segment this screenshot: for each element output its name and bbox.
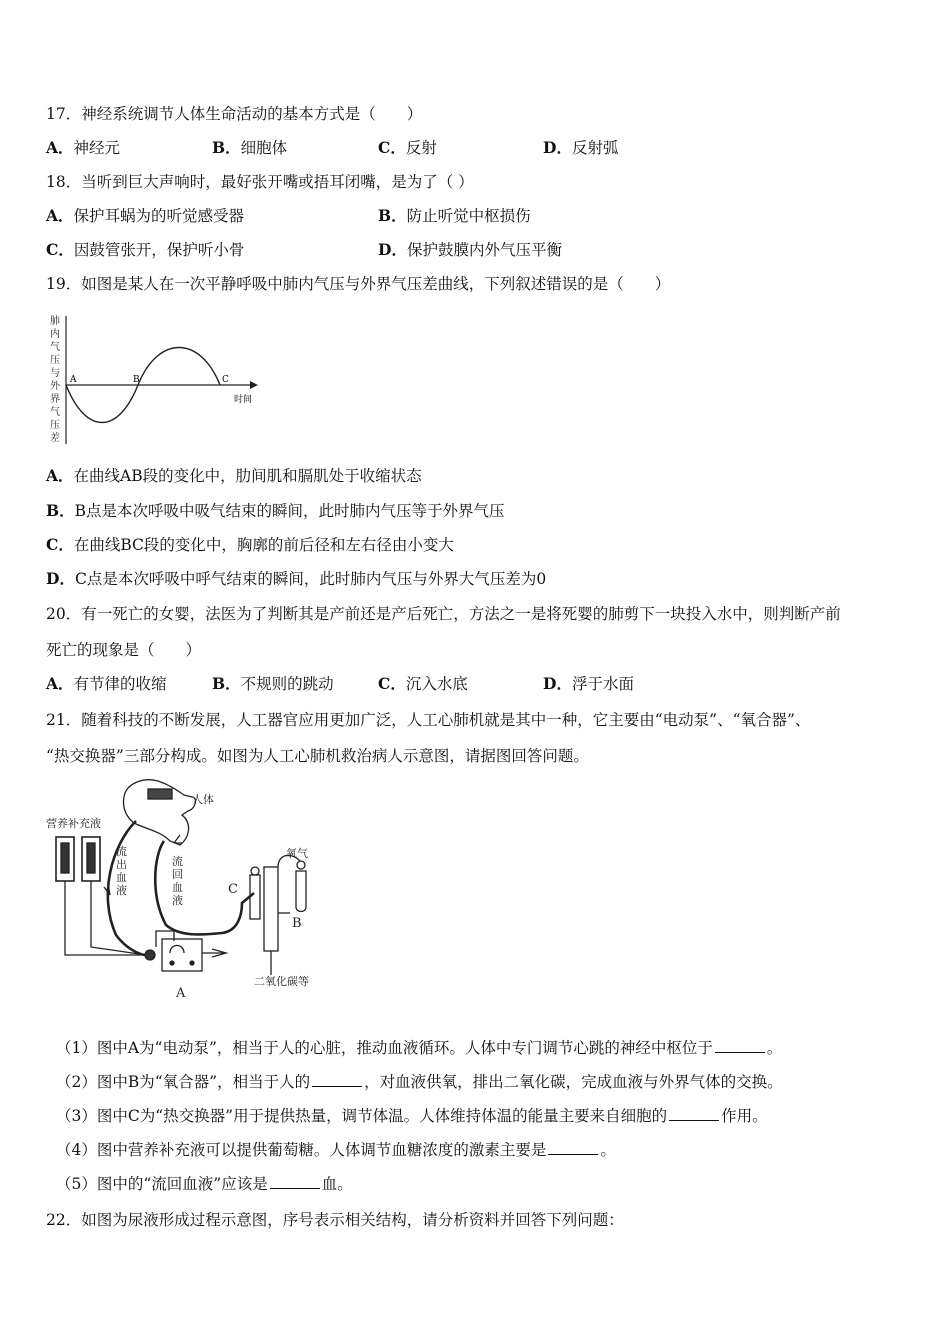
q19-option-a: A．在曲线AB段的变化中，肋间肌和膈肌处于收缩状态 <box>46 466 422 485</box>
pressure-difference-graph <box>44 310 274 450</box>
q20-option-d: D．浮于水面 <box>543 674 634 693</box>
svg-text:液: 液 <box>116 884 127 897</box>
point-b-label: B <box>133 375 140 385</box>
nutrient-label: 营养补充液 <box>46 817 101 830</box>
svg-text:内: 内 <box>50 329 60 340</box>
q18-option-b: B．防止听觉中枢损伤 <box>378 206 531 225</box>
graph-x-arrow <box>250 381 258 389</box>
svg-text:流: 流 <box>172 855 183 868</box>
q21-stem-line2: “热交换器”三部分构成。如图为人工心肺机救治病人示意图，请据图回答问题。 <box>46 747 589 765</box>
q21-stem-line1: 21．随着科技的不断发展，人工器官应用更加广泛，人工心肺机就是其中一种，它主要由“电动泵”、“氧合器”、 <box>46 711 811 729</box>
q17-option-b: B．细胞体 <box>212 138 288 157</box>
co2-label: 二氧化碳等 <box>254 975 309 988</box>
q17-stem: 17．神经系统调节人体生命活动的基本方式是（ ） <box>46 105 423 123</box>
svg-text:外: 外 <box>50 381 60 392</box>
q20-option-a: A．有节律的收缩 <box>46 674 167 693</box>
svg-text:差: 差 <box>50 433 60 444</box>
svg-text:压: 压 <box>50 420 60 431</box>
svg-text:流: 流 <box>116 845 127 858</box>
return-tube <box>155 841 254 935</box>
svg-text:压: 压 <box>50 355 60 366</box>
letter-a-label: A <box>176 986 186 1001</box>
q21-sub-1: （1）图中A为“电动泵”，相当于人的心脏，推动血液循环。人体中专门调节心跳的神经中枢位于 。 <box>56 1039 783 1057</box>
heat-exchanger <box>250 875 260 919</box>
q19-option-d: D．C点是本次呼吸中呼气结束的瞬间，此时肺内气压与外界大气压差为0 <box>46 569 547 588</box>
svg-text:液: 液 <box>172 894 183 907</box>
q19-option-c: C．在曲线BC段的变化中，胸廓的前后径和左右径由小变大 <box>46 535 454 554</box>
answer-blank[interactable] <box>312 1072 362 1087</box>
letter-c-label: C <box>228 882 238 897</box>
svg-text:肺: 肺 <box>50 316 60 327</box>
q18-option-c: C．因鼓管张开，保护听小骨 <box>46 240 245 259</box>
svg-text:与: 与 <box>50 368 60 379</box>
q20-stem-line2: 死亡的现象是（ ） <box>46 641 202 659</box>
q20-option-b: B．不规则的跳动 <box>212 674 334 693</box>
graph-x-axis-label: 时间 <box>234 395 253 405</box>
answer-blank[interactable] <box>669 1106 719 1121</box>
human-mask <box>148 789 172 799</box>
heart-lung-machine-diagram <box>42 775 342 1005</box>
q20-option-c: C．沉入水底 <box>378 674 468 693</box>
svg-text:回: 回 <box>172 868 183 881</box>
q22-stem: 22．如图为尿液形成过程示意图，序号表示相关结构，请分析资料并回答下列问题： <box>46 1211 624 1229</box>
q17-option-d: D．反射弧 <box>543 138 619 157</box>
point-a-label: A <box>70 375 77 385</box>
oxygenator <box>264 867 278 951</box>
oxygen-tank <box>296 871 306 912</box>
svg-text:气: 气 <box>50 342 60 353</box>
svg-text:出: 出 <box>116 858 127 871</box>
q21-sub-4: （4）图中营养补充液可以提供葡萄糖。人体调节血糖浓度的激素主要是 。 <box>56 1141 616 1159</box>
answer-blank[interactable] <box>548 1140 598 1155</box>
body-label: 人体 <box>192 793 214 806</box>
q18-option-d: D．保护鼓膜内外气压平衡 <box>378 240 562 259</box>
q19-option-b: B．B点是本次呼吸中吸气结束的瞬间，此时肺内气压等于外界气压 <box>46 501 505 520</box>
pump-junction <box>145 950 155 960</box>
svg-text:气: 气 <box>50 407 60 418</box>
q18-option-a: A．保护耳蜗为的听觉感受器 <box>46 206 245 225</box>
letter-b-label: B <box>292 916 302 931</box>
q21-sub-2: （2）图中B为“氧合器”，相当于人的 ，对血液供氧，排出二氧化碳，完成血液与外界气体的交换。 <box>56 1073 783 1091</box>
answer-blank[interactable] <box>715 1038 765 1053</box>
q17-option-a: A．神经元 <box>46 138 121 157</box>
q20-stem-line1: 20．有一死亡的女婴，法医为了判断其是产前还是产后死亡，方法之一是将死婴的肺剪下一块投入水中，则判断产前 <box>46 605 841 623</box>
svg-text:血: 血 <box>116 871 127 884</box>
svg-text:血: 血 <box>172 881 183 894</box>
q17-option-c: C．反射 <box>378 138 437 157</box>
q21-sub-5: （5）图中的“流回血液”应该是 血。 <box>56 1175 353 1193</box>
q19-stem: 19．如图是某人在一次平静呼吸中肺内气压与外界气压差曲线，下列叙述错误的是（ ） <box>46 275 671 293</box>
q18-stem: 18．当听到巨大声响时，最好张开嘴或捂耳闭嘴，是为了（ ） <box>46 173 474 191</box>
q21-sub-3: （3）图中C为“热交换器”用于提供热量，调节体温。人体维持体温的能量主要来自细胞的 作用。 <box>56 1107 768 1125</box>
electric-pump <box>162 939 202 971</box>
svg-text:界: 界 <box>50 394 60 405</box>
answer-blank[interactable] <box>270 1174 320 1189</box>
point-c-label: C <box>222 375 229 385</box>
graph-y-axis-label <box>50 314 61 444</box>
oxygen-label: 氧气 <box>286 847 308 860</box>
